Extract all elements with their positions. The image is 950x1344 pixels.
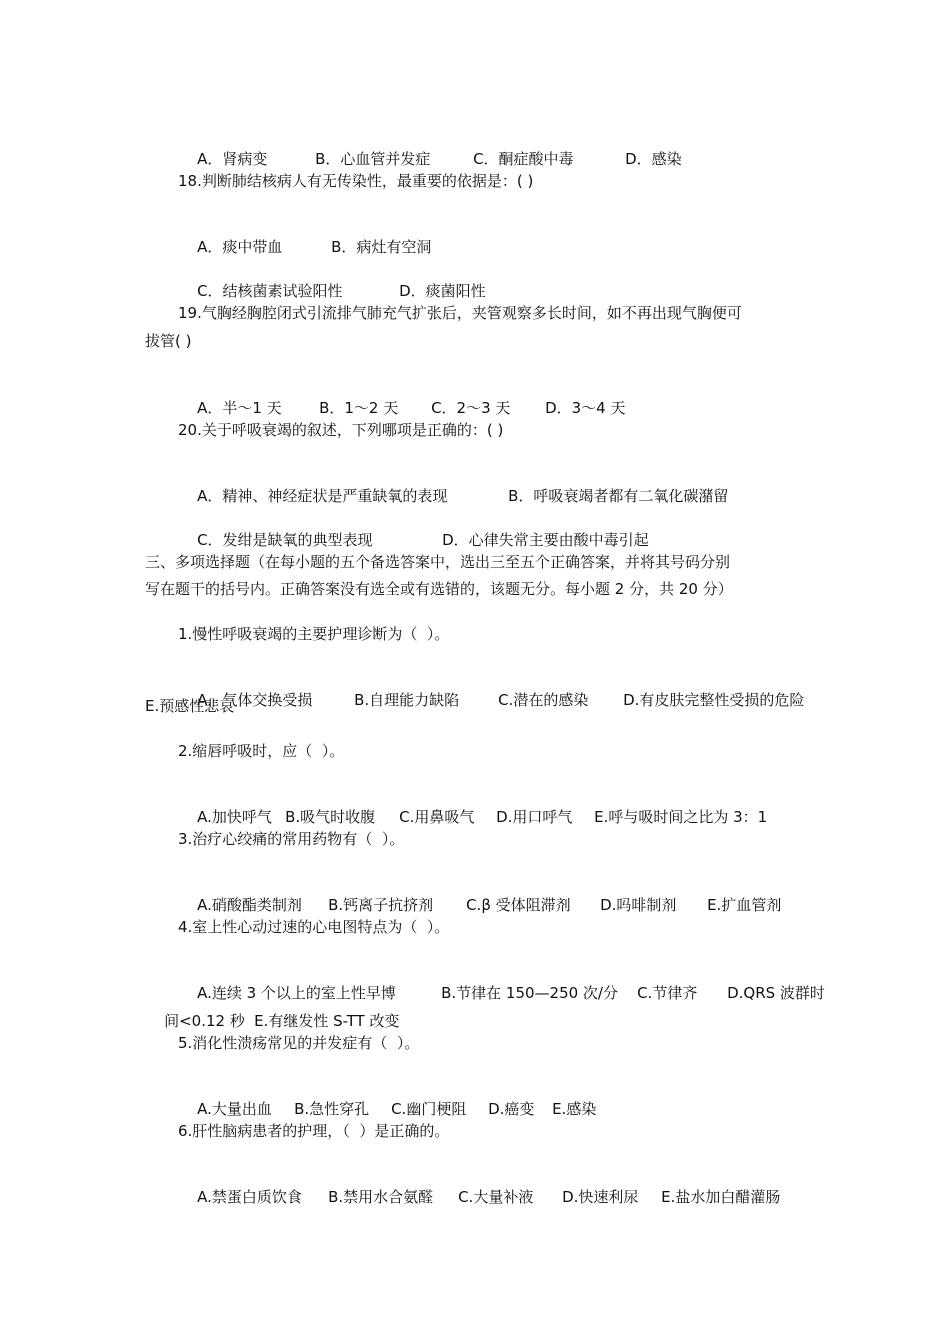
- q18-option-c: C．结核菌素试验阳性: [197, 282, 343, 300]
- m5-option-d: D.癌变: [488, 1100, 535, 1118]
- m4-option-d: D.QRS 波群时: [727, 984, 825, 1002]
- m2-option-c: C.用鼻吸气: [399, 808, 475, 826]
- section3-heading-line1: 三、多项选择题（在每小题的五个备选答案中，选出三至五个正确答案，并将其号码分别: [145, 553, 731, 571]
- q19-option-c: C．2～3 天: [431, 399, 511, 417]
- q20-stem: 20.关于呼吸衰竭的叙述，下列哪项是正确的：( ): [178, 421, 504, 439]
- m6-option-d: D.快速利尿: [562, 1188, 639, 1206]
- m6-option-a: A.禁蛋白质饮食: [197, 1188, 302, 1206]
- q18-stem: 18.判断肺结核病人有无传染性，最重要的依据是：( ): [178, 172, 534, 190]
- m1-option-a: A．气体交换受损: [197, 691, 313, 709]
- m3-stem: 3.治疗心绞痛的常用药物有（ ）。: [178, 830, 405, 848]
- q19-option-a: A．半～1 天: [197, 399, 282, 417]
- m1-options-row1: [178, 667, 804, 733]
- m4-option-e: E.有继发性 S-TT 改变: [254, 1012, 400, 1030]
- m1-option-c: C.潜在的感染: [498, 691, 589, 709]
- m6-options: [178, 1164, 780, 1230]
- m5-option-a: A.大量出血: [197, 1100, 272, 1118]
- section3-heading-line2: 写在题干的括号内。正确答案没有选全或有选错的，该题无分。每小题 2 分，共 20 分）: [145, 580, 733, 598]
- m1-stem: 1.慢性呼吸衰竭的主要护理诊断为（ ）。: [178, 625, 450, 643]
- m1-option-d: D.有皮肤完整性受损的危险: [623, 691, 805, 709]
- m6-option-b: B.禁用水合氨醛: [328, 1188, 434, 1206]
- m4-option-b: B.节律在 150—250 次/分: [441, 984, 618, 1002]
- m5-stem: 5.消化性溃疡常见的并发症有（ ）。: [178, 1034, 420, 1052]
- q20-option-a: A．精神、神经症状是严重缺氧的表现: [197, 487, 448, 505]
- m3-option-b: B.钙离子抗挤剂: [328, 896, 434, 914]
- m5-option-e: E.感染: [552, 1100, 597, 1118]
- q20-option-c: C．发绀是缺氧的典型表现: [197, 531, 373, 549]
- m1-option-b: B.自理能力缺陷: [354, 691, 460, 709]
- m5-option-c: C.幽门梗阻: [391, 1100, 467, 1118]
- q18-option-b: B．病灶有空洞: [331, 238, 432, 256]
- m6-option-c: C.大量补液: [458, 1188, 534, 1206]
- m2-option-e: E.呼与吸时间之比为 3：1: [594, 808, 768, 826]
- m2-stem: 2.缩唇呼吸时，应（ ）。: [178, 742, 345, 760]
- q17-option-a: A．肾病变: [197, 150, 268, 168]
- m2-option-a: A.加快呼气: [197, 808, 272, 826]
- m4-option-a: A.连续 3 个以上的室上性早博: [197, 984, 396, 1002]
- m5-option-b: B.急性穿孔: [294, 1100, 370, 1118]
- q17-option-c: C．酮症酸中毒: [473, 150, 574, 168]
- m4-option-c: C.节律齐: [637, 984, 698, 1002]
- q18-option-d: D．痰菌阳性: [399, 282, 486, 300]
- q19-stem-line1: 19.气胸经胸腔闭式引流排气肺充气扩张后，夹管观察多长时间，如不再出现气胸便可: [178, 304, 742, 322]
- m3-option-a: A.硝酸酯类制剂: [197, 896, 302, 914]
- q18-option-a: A．痰中带血: [197, 238, 283, 256]
- m3-option-c: C.β 受体阻滞剂: [466, 896, 571, 914]
- m4-option-d-cont: 间<0.12 秒: [164, 1012, 245, 1030]
- m4-stem: 4.室上性心动过速的心电图特点为（ ）。: [178, 918, 450, 936]
- q19-stem-line2: 拔管( ): [145, 332, 192, 350]
- m1-option-e: E.预感性悲哀: [145, 697, 235, 715]
- m2-option-b: B.吸气时收腹: [285, 808, 376, 826]
- q17-option-d: D．感染: [625, 150, 682, 168]
- m2-option-d: D.用口呼气: [496, 808, 573, 826]
- m6-stem: 6.肝性脑病患者的护理，（ ）是正确的。: [178, 1122, 450, 1140]
- q17-option-b: B．心血管并发症: [315, 150, 431, 168]
- q20-option-b: B．呼吸衰竭者都有二氧化碳潴留: [508, 487, 729, 505]
- m6-option-e: E.盐水加白醋灌肠: [661, 1188, 781, 1206]
- q19-option-d: D．3～4 天: [545, 399, 626, 417]
- m3-option-d: D.吗啡制剂: [600, 896, 677, 914]
- q19-option-b: B．1～2 天: [319, 399, 399, 417]
- q20-option-d: D．心律失常主要由酸中毒引起: [442, 531, 649, 549]
- m3-option-e: E.扩血管剂: [707, 896, 782, 914]
